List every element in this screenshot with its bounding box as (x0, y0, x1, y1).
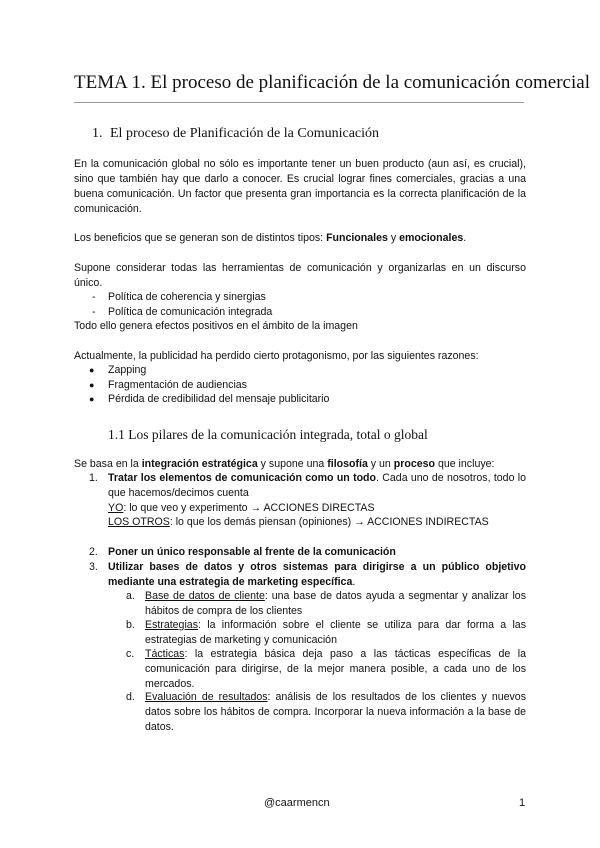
sub-letter: a. (126, 590, 135, 602)
section-1-1-heading: 1.1 Los pilares de la comunicación integrada, total o global (108, 427, 428, 442)
list-number: 1. (89, 472, 98, 484)
list-number: 2. (89, 546, 98, 558)
dash-item: Política de comunicación integrada (108, 306, 273, 318)
list-item-3: Utilizar bases de datos y otros sistemas para dirigirse a un público objetivo mediante una estrategia de marketing específica. (108, 561, 526, 588)
sub-letter: c. (126, 648, 135, 660)
bullet-item: Zapping (108, 364, 147, 376)
title-divider (74, 102, 524, 103)
bullet-marker: ● (89, 380, 95, 390)
paragraph-image-effects: Todo ello genera efectos positivos en el ámbito de la imagen (74, 320, 358, 332)
sub-letter: b. (126, 619, 135, 631)
list-item-2: Poner un único responsable al frente de la comunicación (108, 546, 396, 558)
section-1-number: 1. (92, 126, 103, 141)
bullet-item: Fragmentación de audiencias (108, 379, 247, 391)
footer-author: @caarmencn (264, 797, 330, 809)
section-1-heading (92, 126, 379, 142)
benefit-emotional: emocionales (399, 232, 464, 244)
bullet-item: Pérdida de credibilidad del mensaje publicitario (108, 393, 330, 405)
paragraph-global-communication: En la comunicación global no sólo es importante tener un buen producto (aun así, es crucial), sino que también hay que darlo a conocer. Es crucial lograr fines comerciales, gracias a una buena comunicación. Un factor que presenta gran importancia es la correcta planificación de la comunicación. (74, 158, 526, 215)
sub-letter: d. (126, 691, 135, 703)
paragraph-unique-discourse: Supone considerar todas las herramientas de comunicación y organizarlas en un discurso único. (74, 262, 526, 289)
sub-item-c: Tácticas: la estrategia básica deja paso a las tácticas específicas de la comunicación para dirigirse, de la mejor manera posible, a cada uno de los mercados. (145, 648, 526, 690)
document-title: TEMA 1. El proceso de planificación de la comunicación comercial (74, 72, 590, 93)
dash-marker: - (92, 306, 96, 318)
dash-item: Política de coherencia y sinergias (108, 291, 266, 303)
sub-item-b: Estrategias: la información sobre el cliente se utiliza para dar forma a las estrategias de marketing y comunicación (145, 619, 526, 646)
otros-line: LOS OTROS: lo que los demás piensan (opiniones) → ACCIONES INDIRECTAS (108, 516, 489, 528)
section-1-title: El proceso de Planificación de la Comunicación (110, 126, 380, 141)
sub-item-a: Base de datos de cliente: una base de datos ayuda a segmentar y analizar los hábitos de compra de los clientes (145, 590, 527, 617)
bullet-marker: ● (89, 394, 95, 404)
yo-line: YO: lo que veo y experimento → ACCIONES DIRECTAS (108, 502, 375, 514)
paragraph-advertising: Actualmente, la publicidad ha perdido cierto protagonismo, por las siguientes razones: (74, 350, 479, 362)
benefit-functional: Funcionales (326, 232, 388, 244)
footer-page-number: 1 (519, 797, 526, 809)
paragraph-benefits: Los beneficios que se generan son de distintos tipos: Funcionales y emocionales. (74, 232, 467, 244)
sub-item-d: Evaluación de resultados: análisis de los resultados de los clientes y nuevos datos sobre los hábitos de compra. Incorporar la nueva información a la base de datos. (145, 691, 526, 733)
list-item-1: Tratar los elementos de comunicación como un todo. Cada uno de nosotros, todo lo que hacemos/decimos cuenta (108, 472, 527, 499)
list-number: 3. (89, 561, 98, 573)
dash-marker: - (92, 291, 96, 303)
paragraph-integration-intro: Se basa en la integración estratégica y supone una filosofía y un proceso que incluye: (74, 458, 495, 470)
bullet-marker: ● (89, 365, 95, 375)
